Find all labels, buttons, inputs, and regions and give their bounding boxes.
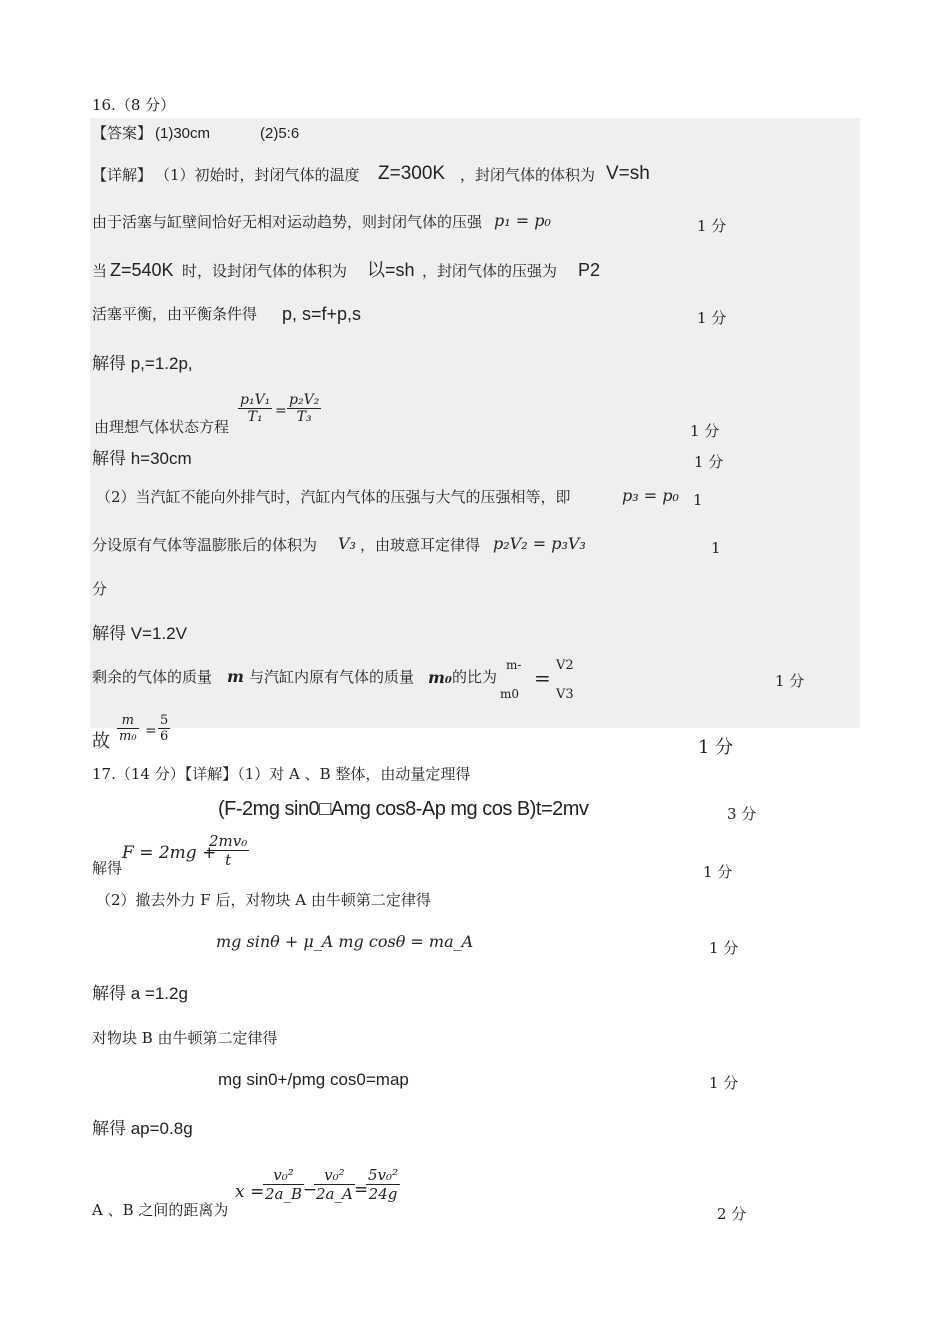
score: 1 分 xyxy=(775,672,805,690)
q17-eq7-x: x = xyxy=(235,1182,265,1202)
score: 1 分 xyxy=(703,863,733,881)
fraction-denominator: T₁ xyxy=(247,409,263,425)
answer-label: 【答案】 xyxy=(92,124,153,142)
score: 1 xyxy=(693,491,703,509)
score: 2 分 xyxy=(717,1205,747,1223)
q17-eq7-frac3 xyxy=(366,1166,400,1203)
ratio-v3: V3 xyxy=(556,687,574,702)
q16-line9-c: ，由玻意耳定律得 xyxy=(360,536,481,554)
gas-law-fraction-right xyxy=(287,392,321,425)
q16-line6: 由理想气体状态方程 xyxy=(94,418,230,436)
ratio-denominator: m0 xyxy=(500,687,520,701)
q16-line7: 解得 h=30cm xyxy=(92,449,192,468)
q16-line11: 解得 V=1.2V xyxy=(92,624,187,643)
score: 3 分 xyxy=(727,805,757,823)
q16-line1-volume: V=sh xyxy=(606,163,650,184)
q16-line3-c: 时，设封闭气体的体积为 xyxy=(182,262,348,280)
q16-line8-eq: p₃ = p₀ xyxy=(622,486,679,505)
q17-eq5: mg sin0+/pmg cos0=map xyxy=(218,1070,409,1089)
q17-line3: （2）撤去外力 F 后，对物块 A 由牛顿第二定律得 xyxy=(96,891,431,909)
q16-line1-a: （1）初始时，封闭气体的温度 xyxy=(155,166,360,184)
fraction-numerator: m xyxy=(117,713,139,729)
score: 1 分 xyxy=(697,217,727,235)
q17-line7: A 、B 之间的距离为 xyxy=(92,1201,229,1219)
q16-line3-p2: P2 xyxy=(578,260,601,280)
q16-line2: 由于活塞与缸壁间恰好无相对运动趋势，则封闭气体的压强 xyxy=(92,213,483,231)
fraction-denominator: 2a_A xyxy=(316,1185,353,1203)
q17-eq1: (F-2mg sin0□Amg cos8-Ap mg cos B)t=2mv xyxy=(218,798,589,820)
fraction-numerator: v₀² xyxy=(263,1166,304,1185)
fraction-numerator: v₀² xyxy=(314,1166,355,1185)
q16-line3-e: ，封闭气体的压强为 xyxy=(422,262,558,280)
fraction-numerator: 2mv₀ xyxy=(209,832,248,850)
equals-sign: = xyxy=(354,1180,369,1200)
gas-law-fraction-left xyxy=(238,392,272,425)
answer-part2: (2)5:6 xyxy=(260,125,300,142)
q17-header: 17.（14 分）【详解】（1）对 A 、B 整体，由动量定理得 xyxy=(92,765,471,783)
score: 1 分 xyxy=(697,309,727,327)
q16-line12-m: m xyxy=(227,667,244,686)
q17-eq2-lhs: F = 2mg + xyxy=(122,843,217,863)
q16-header: 16.（8 分） xyxy=(92,96,176,114)
q16-line12-c: 的比为 xyxy=(452,668,498,686)
q17-line4: 解得 a =1.2g xyxy=(92,984,188,1003)
score: 1 xyxy=(711,539,721,557)
ratio-numerator: m- xyxy=(506,658,522,672)
q16-line12-m0: m₀ xyxy=(428,668,452,687)
q16-line5: 解得 p,=1.2p, xyxy=(92,354,193,373)
q16-line10: 分 xyxy=(92,580,108,598)
q16-line3-temp: Z=540K xyxy=(110,260,174,280)
q17-solve-label: 解得 xyxy=(92,859,123,877)
q16-line4-a: 活塞平衡，由平衡条件得 xyxy=(92,305,258,323)
q16-line1-c: ，封闭气体的体积为 xyxy=(460,166,596,184)
score: 1 分 xyxy=(709,1074,739,1092)
q16-line1-temp: Z=300K xyxy=(378,163,446,184)
fraction-denominator: m₀ xyxy=(119,729,137,744)
q16-line8: （2）当汽缸不能向外排气时，汽缸内气体的压强与大气的压强相等，即 xyxy=(96,488,571,506)
fraction-denominator: 2a_B xyxy=(265,1185,303,1203)
q17-eq7-frac1 xyxy=(263,1166,304,1203)
score: 1 分 xyxy=(698,737,734,758)
fraction-numerator: 5v₀² xyxy=(368,1166,399,1184)
fraction-denominator: t xyxy=(225,851,232,869)
mass-ratio-fraction xyxy=(117,713,139,744)
q17-line6: 解得 ap=0.8g xyxy=(92,1119,193,1138)
answer-part1: (1)30cm xyxy=(155,125,211,142)
q17-eq2-fraction xyxy=(207,832,249,869)
fraction-denominator: T₃ xyxy=(296,409,312,425)
q17-line5: 对物块 B 由牛顿第二定律得 xyxy=(92,1029,278,1047)
equals-sign: = xyxy=(275,403,287,419)
score: 1 分 xyxy=(690,422,720,440)
q16-line12-a: 剩余的气体的质量 xyxy=(92,668,213,686)
fraction-numerator: p₂V₂ xyxy=(289,392,320,408)
q17-eq3: mg sinθ + μ_A mg cosθ = ma_A xyxy=(216,932,474,951)
q16-line2-eq: p₁ = p₀ xyxy=(494,211,551,230)
equals-sign: = xyxy=(145,723,157,739)
score: 1 分 xyxy=(694,453,724,471)
q16-line9-a: 分设原有气体等温膨胀后的体积为 xyxy=(92,536,318,554)
q17-eq7-frac2 xyxy=(314,1166,355,1203)
q16-line3-a: 当 xyxy=(92,262,108,280)
q16-line9-eq: p₂V₂ = p₃V₃ xyxy=(493,534,586,553)
q16-line4-eq: p, s=f+p,s xyxy=(282,304,362,324)
fraction-numerator: p₁V₁ xyxy=(240,392,271,408)
q16-line3-vol: 以=sh xyxy=(367,260,415,280)
ratio-equals: = xyxy=(534,666,551,690)
q16-line12-b: 与汽缸内原有气体的质量 xyxy=(249,668,415,686)
detail-label: 【详解】 xyxy=(92,166,153,184)
q16-line9-v3: V₃ xyxy=(338,534,356,553)
minus-sign: − xyxy=(303,1180,318,1200)
q16-line13: 故 xyxy=(92,731,110,752)
fraction-denominator: 24g xyxy=(368,1185,398,1203)
score: 1 分 xyxy=(709,939,739,957)
value-fraction xyxy=(158,713,170,744)
ratio-v2: V2 xyxy=(556,658,574,673)
fraction-numerator: 5 xyxy=(160,713,169,728)
fraction-denominator: 6 xyxy=(160,729,169,744)
